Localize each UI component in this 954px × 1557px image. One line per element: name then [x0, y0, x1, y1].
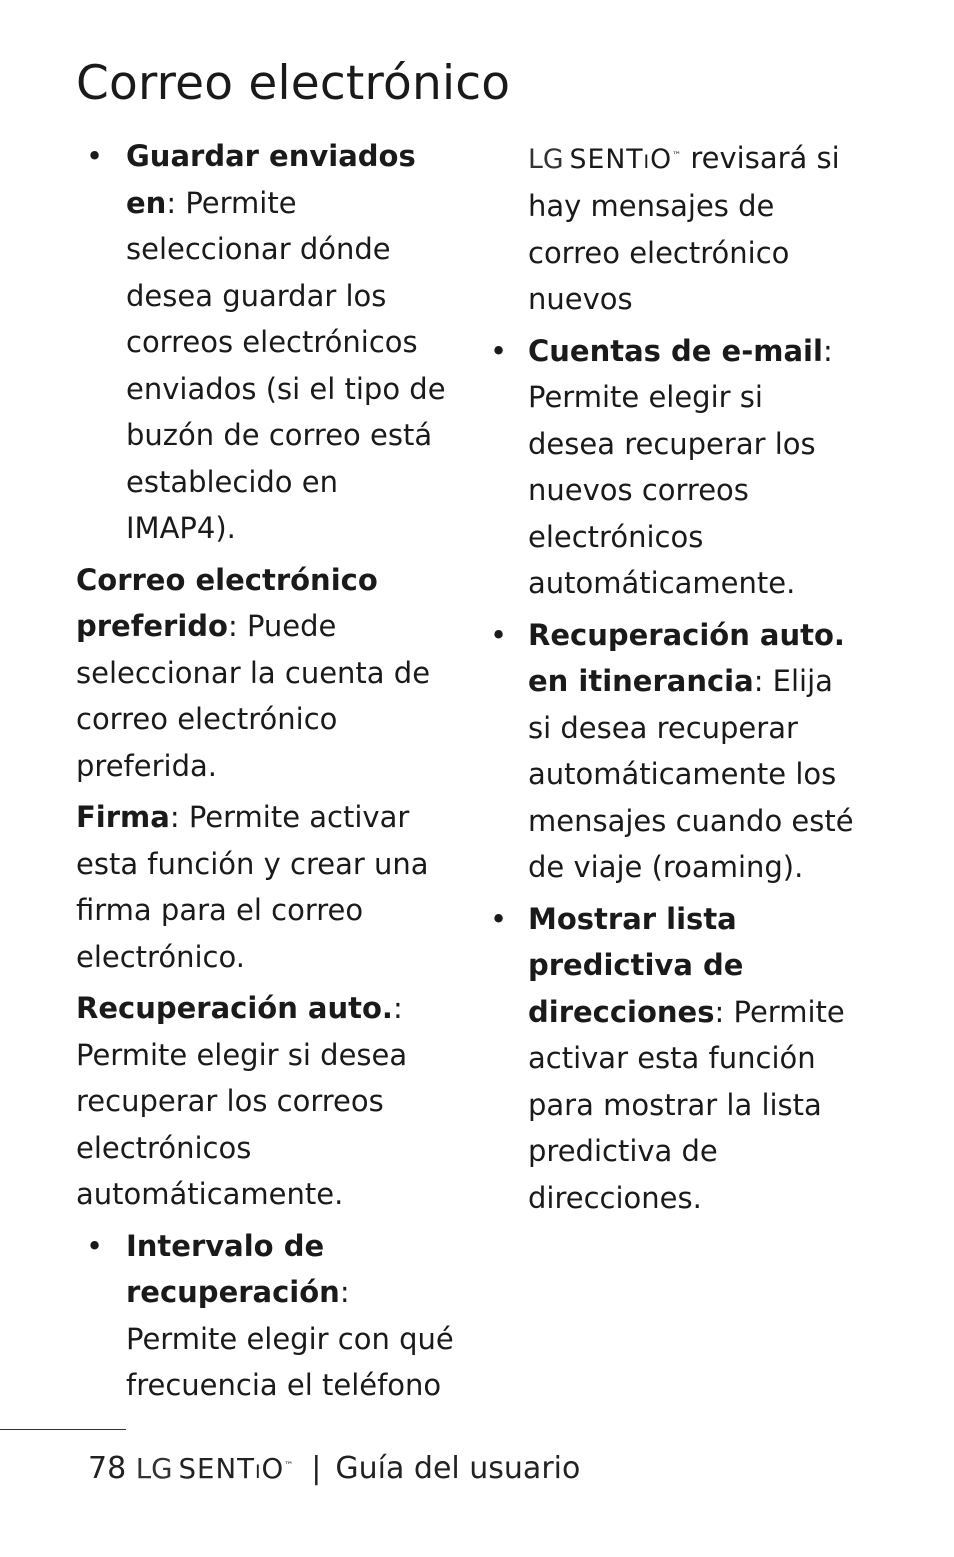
page-number: 78: [88, 1451, 127, 1487]
bullet-intervalo-recuperacion: [76, 1223, 456, 1409]
bullet-dot: •: [490, 333, 508, 368]
bullet-dot: •: [490, 617, 508, 652]
term-lista-predictiva: Mostrar lista predictiva de direcciones: [528, 901, 744, 1029]
term-recuperacion-itinerancia: Recuperación auto. en itinerancia: [528, 617, 845, 699]
bullet-dot: •: [490, 901, 508, 936]
footer-brand-logo: [136, 1452, 294, 1485]
desc-recuperacion-itinerancia: : Elija si desea recuperar automáticamente los mensajes cuando esté de viaje (roaming).: [528, 664, 854, 885]
desc-firma: : Permite activar esta función y crear una firma para el correo electrónico.: [76, 800, 429, 974]
para-firma: [76, 794, 456, 980]
term-guardar-enviados-en: en: [126, 185, 167, 220]
desc-lista-predictiva: : Permite activar esta función para mostrar la lista predictiva de direcciones.: [528, 994, 845, 1215]
bullet-dot: •: [86, 1228, 104, 1263]
term-recuperacion-auto: Recuperación auto.: [76, 991, 393, 1025]
footer-brand-lg: LG: [135, 1452, 173, 1486]
bullet-dot: •: [86, 139, 104, 173]
bullet-guardar-enviados: [76, 133, 456, 552]
brand-lg: LG: [528, 143, 564, 175]
desc-continuation: revisará si hay mensajes de correo electrónico nuevos: [528, 140, 840, 317]
para-continuation: [528, 133, 858, 323]
para-correo-preferido: [76, 557, 456, 790]
footer-divider: [0, 1429, 126, 1430]
desc-recuperacion-auto: : Permite elegir si desea recuperar los correos electrónicos automáticamente.: [76, 991, 408, 1211]
desc-intervalo-recuperacion: : Permite elegir con qué frecuencia el teléfono: [126, 1275, 454, 1402]
bullet-cuentas-email: [490, 328, 858, 607]
desc-guardar-enviados: : Permite seleccionar dónde desea guardar los correos electrónicos enviados (si el tipo de buzón de correo está establecido en IMAP4).: [126, 185, 446, 545]
page-title: Correo electrónico: [76, 56, 511, 111]
footer-brand-tm: ™: [284, 1461, 294, 1471]
term-correo-preferido: Correo electrónico preferido: [76, 562, 378, 643]
left-column: [76, 133, 456, 1414]
brand-name: SENTiO: [569, 143, 673, 175]
footer-separator: |: [311, 1451, 322, 1487]
bullet-lista-predictiva: [490, 896, 858, 1222]
page-footer: [88, 1444, 580, 1491]
footer-brand-name: SENTiO: [178, 1452, 285, 1486]
term-guardar-enviados: Guardar enviados: [126, 139, 416, 173]
brand-tm: ™: [672, 151, 682, 161]
term-firma: Firma: [76, 800, 170, 834]
brand-logo: [528, 144, 681, 175]
right-column: [490, 133, 858, 1226]
desc-cuentas-email: : Permite elegir si desea recuperar los nuevos correos electrónicos automáticamente.: [528, 333, 833, 601]
term-cuentas-email: Cuentas de e-mail: [528, 333, 823, 368]
term-intervalo-recuperacion: Intervalo de recuperación: [126, 1228, 340, 1309]
guide-label: Guía del usuario: [335, 1451, 581, 1487]
bullet-recuperacion-itinerancia: [490, 612, 858, 891]
desc-correo-preferido: : Puede seleccionar la cuenta de correo electrónico preferida.: [76, 609, 431, 783]
para-recuperacion-auto: [76, 985, 456, 1218]
